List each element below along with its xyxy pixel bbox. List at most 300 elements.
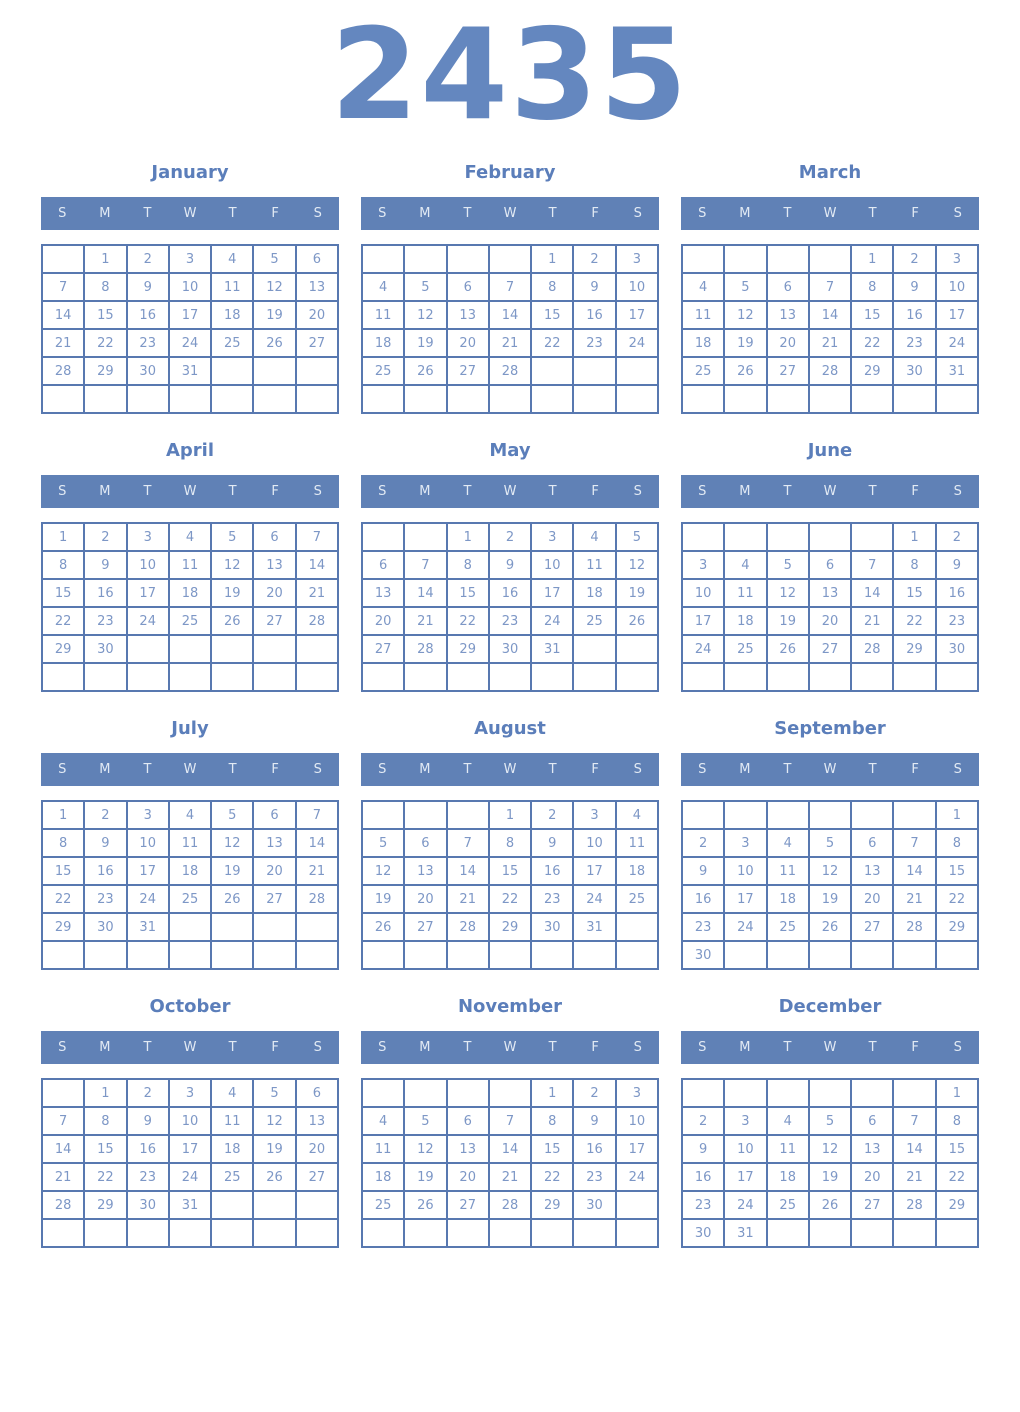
day-cell: 19 bbox=[810, 1164, 850, 1190]
day-cell: 5 bbox=[254, 1080, 294, 1106]
day-cell: 7 bbox=[448, 830, 488, 856]
day-cell: 24 bbox=[937, 330, 977, 356]
day-cell: 30 bbox=[937, 636, 977, 662]
day-cell: 4 bbox=[725, 552, 765, 578]
day-cell: 17 bbox=[170, 302, 210, 328]
day-cell: 25 bbox=[363, 358, 403, 384]
day-cell bbox=[810, 802, 850, 828]
day-cell: 25 bbox=[617, 886, 657, 912]
day-cell: 20 bbox=[297, 1136, 337, 1162]
day-cell: 11 bbox=[683, 302, 723, 328]
day-cell: 7 bbox=[490, 1108, 530, 1134]
day-cell: 16 bbox=[85, 580, 125, 606]
weekday-label: M bbox=[419, 762, 431, 777]
day-cell: 12 bbox=[617, 552, 657, 578]
day-cell: 20 bbox=[810, 608, 850, 634]
day-cell bbox=[725, 524, 765, 550]
day-cell bbox=[852, 664, 892, 690]
day-cell: 13 bbox=[768, 302, 808, 328]
day-cell: 7 bbox=[894, 1108, 934, 1134]
day-cell bbox=[768, 664, 808, 690]
day-cell: 7 bbox=[43, 1108, 83, 1134]
day-cell: 3 bbox=[617, 246, 657, 272]
weekday-label: S bbox=[58, 484, 67, 499]
day-cell: 20 bbox=[254, 580, 294, 606]
weekday-label: S bbox=[698, 1040, 707, 1055]
day-cell bbox=[574, 942, 614, 968]
day-cell bbox=[617, 664, 657, 690]
day-cell bbox=[128, 386, 168, 412]
weekday-label: W bbox=[183, 206, 197, 221]
day-cell: 26 bbox=[725, 358, 765, 384]
day-cell: 29 bbox=[937, 1192, 977, 1218]
weekday-label: T bbox=[463, 1040, 472, 1055]
day-cell: 17 bbox=[937, 302, 977, 328]
day-cell bbox=[617, 1220, 657, 1246]
day-cell bbox=[363, 664, 403, 690]
day-cell: 31 bbox=[170, 1192, 210, 1218]
day-cell: 22 bbox=[937, 886, 977, 912]
day-cell: 1 bbox=[43, 802, 83, 828]
day-cell: 8 bbox=[448, 552, 488, 578]
weekday-label: S bbox=[698, 484, 707, 499]
day-cell bbox=[128, 636, 168, 662]
day-cell: 31 bbox=[574, 914, 614, 940]
day-cell: 19 bbox=[810, 886, 850, 912]
weekday-label: F bbox=[911, 1040, 919, 1055]
day-cell bbox=[128, 664, 168, 690]
month-title: January bbox=[151, 162, 229, 183]
day-cell: 26 bbox=[768, 636, 808, 662]
day-cell bbox=[852, 942, 892, 968]
day-cell: 1 bbox=[937, 802, 977, 828]
day-cell: 23 bbox=[574, 330, 614, 356]
day-cell bbox=[448, 942, 488, 968]
day-cell bbox=[297, 1192, 337, 1218]
day-cell: 11 bbox=[170, 552, 210, 578]
weekday-label: T bbox=[868, 1040, 877, 1055]
weekday-label: S bbox=[313, 1040, 322, 1055]
day-cell: 8 bbox=[85, 1108, 125, 1134]
day-cell: 28 bbox=[852, 636, 892, 662]
day-cell: 24 bbox=[617, 330, 657, 356]
day-cell: 11 bbox=[617, 830, 657, 856]
month-title: April bbox=[165, 440, 215, 461]
day-cell: 8 bbox=[490, 830, 530, 856]
day-cell: 8 bbox=[43, 552, 83, 578]
day-cell: 22 bbox=[490, 886, 530, 912]
day-cell: 25 bbox=[683, 358, 723, 384]
day-cell: 10 bbox=[683, 580, 723, 606]
weekday-label: F bbox=[271, 206, 279, 221]
weekday-label: T bbox=[463, 484, 472, 499]
day-cell: 17 bbox=[683, 608, 723, 634]
day-cell: 27 bbox=[852, 914, 892, 940]
day-cell: 14 bbox=[894, 1136, 934, 1162]
weekday-label: W bbox=[183, 1040, 197, 1055]
day-cell: 5 bbox=[363, 830, 403, 856]
day-cell: 14 bbox=[894, 858, 934, 884]
day-cell bbox=[254, 386, 294, 412]
day-cell: 10 bbox=[725, 858, 765, 884]
day-cell: 24 bbox=[574, 886, 614, 912]
day-cell bbox=[448, 802, 488, 828]
day-cell bbox=[254, 1192, 294, 1218]
day-cell: 22 bbox=[532, 330, 572, 356]
day-cell: 16 bbox=[683, 886, 723, 912]
day-cell: 22 bbox=[852, 330, 892, 356]
day-cell: 29 bbox=[532, 1192, 572, 1218]
day-cell: 30 bbox=[128, 358, 168, 384]
weekday-label: T bbox=[143, 484, 152, 499]
day-cell: 19 bbox=[768, 608, 808, 634]
day-cell: 23 bbox=[683, 1192, 723, 1218]
day-cell: 19 bbox=[617, 580, 657, 606]
day-cell bbox=[297, 636, 337, 662]
day-cell: 10 bbox=[725, 1136, 765, 1162]
day-cell: 9 bbox=[128, 1108, 168, 1134]
day-cell bbox=[725, 664, 765, 690]
day-cell: 27 bbox=[254, 886, 294, 912]
day-cell: 3 bbox=[574, 802, 614, 828]
day-cell: 29 bbox=[43, 914, 83, 940]
day-cell: 25 bbox=[212, 330, 252, 356]
weekday-label: S bbox=[953, 762, 962, 777]
day-cell: 28 bbox=[297, 886, 337, 912]
day-cell: 31 bbox=[128, 914, 168, 940]
day-cell: 22 bbox=[894, 608, 934, 634]
day-cell bbox=[212, 1192, 252, 1218]
day-cell: 25 bbox=[768, 914, 808, 940]
weekday-header bbox=[361, 197, 659, 230]
day-cell: 2 bbox=[85, 802, 125, 828]
day-cell: 19 bbox=[405, 1164, 445, 1190]
day-cell: 16 bbox=[937, 580, 977, 606]
day-cell: 1 bbox=[532, 246, 572, 272]
day-cell bbox=[683, 664, 723, 690]
day-cell: 17 bbox=[725, 886, 765, 912]
day-cell: 23 bbox=[490, 608, 530, 634]
weekday-label: M bbox=[99, 206, 111, 221]
day-cell bbox=[617, 914, 657, 940]
day-cell: 27 bbox=[254, 608, 294, 634]
day-cell bbox=[617, 386, 657, 412]
weekday-label: F bbox=[911, 762, 919, 777]
day-cell: 16 bbox=[490, 580, 530, 606]
day-cell bbox=[254, 942, 294, 968]
day-cell: 5 bbox=[212, 802, 252, 828]
day-cell bbox=[617, 636, 657, 662]
day-cell: 9 bbox=[128, 274, 168, 300]
day-cell bbox=[574, 636, 614, 662]
day-cell: 13 bbox=[254, 552, 294, 578]
day-cell bbox=[363, 942, 403, 968]
day-cell: 5 bbox=[768, 552, 808, 578]
day-cell bbox=[448, 246, 488, 272]
day-cell: 18 bbox=[212, 302, 252, 328]
month-title: September bbox=[774, 718, 886, 739]
day-cell: 1 bbox=[532, 1080, 572, 1106]
day-cell bbox=[405, 1080, 445, 1106]
day-cell: 2 bbox=[937, 524, 977, 550]
day-cell: 27 bbox=[297, 330, 337, 356]
day-cell: 8 bbox=[85, 274, 125, 300]
weekday-label: F bbox=[591, 1040, 599, 1055]
day-cell bbox=[448, 664, 488, 690]
day-cell bbox=[490, 942, 530, 968]
day-cell: 19 bbox=[254, 302, 294, 328]
weekday-label: S bbox=[953, 484, 962, 499]
day-cell: 15 bbox=[532, 1136, 572, 1162]
day-cell: 31 bbox=[170, 358, 210, 384]
day-cell: 21 bbox=[852, 608, 892, 634]
day-cell: 4 bbox=[363, 274, 403, 300]
weekday-label: S bbox=[378, 206, 387, 221]
day-cell: 30 bbox=[85, 914, 125, 940]
day-cell: 28 bbox=[894, 914, 934, 940]
day-cell: 28 bbox=[297, 608, 337, 634]
day-cell bbox=[128, 1220, 168, 1246]
month-title: May bbox=[489, 440, 531, 461]
day-cell bbox=[683, 802, 723, 828]
day-cell: 18 bbox=[683, 330, 723, 356]
day-cell: 17 bbox=[170, 1136, 210, 1162]
day-cell: 5 bbox=[254, 246, 294, 272]
weekday-label: S bbox=[378, 1040, 387, 1055]
day-cell bbox=[725, 802, 765, 828]
month-title: March bbox=[798, 162, 862, 183]
day-cell: 19 bbox=[212, 580, 252, 606]
day-cell: 14 bbox=[490, 302, 530, 328]
day-cell: 22 bbox=[532, 1164, 572, 1190]
day-grid bbox=[681, 800, 979, 970]
weekday-label: S bbox=[698, 206, 707, 221]
weekday-label: W bbox=[823, 484, 837, 499]
weekday-label: T bbox=[783, 484, 792, 499]
day-cell bbox=[405, 246, 445, 272]
day-cell bbox=[43, 1220, 83, 1246]
day-cell: 3 bbox=[725, 1108, 765, 1134]
day-cell bbox=[448, 1080, 488, 1106]
day-cell: 30 bbox=[128, 1192, 168, 1218]
day-cell: 2 bbox=[683, 830, 723, 856]
day-cell bbox=[363, 1220, 403, 1246]
day-cell: 16 bbox=[128, 302, 168, 328]
weekday-label: S bbox=[58, 1040, 67, 1055]
weekday-label: W bbox=[183, 484, 197, 499]
day-cell bbox=[894, 1220, 934, 1246]
day-grid bbox=[361, 244, 659, 414]
day-cell bbox=[170, 636, 210, 662]
day-cell: 3 bbox=[170, 1080, 210, 1106]
day-cell: 21 bbox=[810, 330, 850, 356]
day-cell: 7 bbox=[297, 524, 337, 550]
month-title: July bbox=[171, 718, 209, 739]
day-cell bbox=[490, 1220, 530, 1246]
day-cell: 7 bbox=[405, 552, 445, 578]
day-cell: 12 bbox=[212, 830, 252, 856]
day-cell: 2 bbox=[85, 524, 125, 550]
day-cell: 26 bbox=[212, 608, 252, 634]
day-cell bbox=[532, 358, 572, 384]
day-cell bbox=[170, 942, 210, 968]
day-cell: 20 bbox=[768, 330, 808, 356]
day-cell bbox=[768, 942, 808, 968]
day-cell bbox=[768, 246, 808, 272]
day-cell: 22 bbox=[85, 330, 125, 356]
day-cell: 28 bbox=[894, 1192, 934, 1218]
day-cell bbox=[170, 386, 210, 412]
day-cell: 25 bbox=[725, 636, 765, 662]
weekday-label: T bbox=[463, 762, 472, 777]
day-cell: 4 bbox=[170, 802, 210, 828]
day-cell: 6 bbox=[768, 274, 808, 300]
day-cell: 5 bbox=[725, 274, 765, 300]
weekday-label: T bbox=[548, 762, 557, 777]
day-cell: 29 bbox=[448, 636, 488, 662]
weekday-label: F bbox=[271, 484, 279, 499]
day-cell: 14 bbox=[297, 830, 337, 856]
day-cell: 1 bbox=[852, 246, 892, 272]
day-cell: 2 bbox=[574, 246, 614, 272]
day-cell bbox=[532, 1220, 572, 1246]
day-cell bbox=[254, 636, 294, 662]
day-cell: 1 bbox=[85, 1080, 125, 1106]
day-cell: 16 bbox=[128, 1136, 168, 1162]
day-cell: 20 bbox=[297, 302, 337, 328]
day-cell bbox=[768, 524, 808, 550]
day-cell: 14 bbox=[852, 580, 892, 606]
day-cell: 10 bbox=[170, 274, 210, 300]
weekday-header bbox=[681, 753, 979, 786]
day-cell: 29 bbox=[894, 636, 934, 662]
day-cell bbox=[170, 664, 210, 690]
day-cell: 12 bbox=[254, 1108, 294, 1134]
day-cell: 31 bbox=[725, 1220, 765, 1246]
weekday-header bbox=[681, 475, 979, 508]
day-cell: 24 bbox=[170, 1164, 210, 1190]
day-cell: 20 bbox=[852, 1164, 892, 1190]
day-cell: 17 bbox=[128, 580, 168, 606]
month-title: June bbox=[807, 440, 853, 461]
weekday-header bbox=[361, 753, 659, 786]
day-cell bbox=[617, 942, 657, 968]
day-cell: 24 bbox=[170, 330, 210, 356]
day-cell: 18 bbox=[725, 608, 765, 634]
weekday-label: W bbox=[503, 762, 517, 777]
weekday-header bbox=[681, 197, 979, 230]
day-cell bbox=[852, 524, 892, 550]
day-cell: 21 bbox=[405, 608, 445, 634]
day-cell: 18 bbox=[212, 1136, 252, 1162]
day-cell: 26 bbox=[363, 914, 403, 940]
day-cell: 26 bbox=[254, 1164, 294, 1190]
day-cell: 26 bbox=[810, 914, 850, 940]
day-cell bbox=[297, 942, 337, 968]
day-cell: 4 bbox=[170, 524, 210, 550]
day-cell: 8 bbox=[852, 274, 892, 300]
day-cell: 10 bbox=[128, 830, 168, 856]
day-cell: 30 bbox=[85, 636, 125, 662]
day-cell: 8 bbox=[532, 274, 572, 300]
weekday-label: S bbox=[58, 206, 67, 221]
day-grid bbox=[41, 244, 339, 414]
day-cell: 2 bbox=[574, 1080, 614, 1106]
day-cell: 20 bbox=[363, 608, 403, 634]
day-cell: 27 bbox=[405, 914, 445, 940]
month-block bbox=[41, 440, 339, 692]
day-grid bbox=[361, 1078, 659, 1248]
weekday-label: M bbox=[99, 1040, 111, 1055]
weekday-label: F bbox=[911, 206, 919, 221]
day-cell: 24 bbox=[532, 608, 572, 634]
day-cell: 10 bbox=[617, 1108, 657, 1134]
day-cell bbox=[725, 246, 765, 272]
day-grid bbox=[361, 800, 659, 970]
day-cell: 6 bbox=[810, 552, 850, 578]
day-cell bbox=[212, 358, 252, 384]
weekday-label: S bbox=[378, 484, 387, 499]
weekday-label: F bbox=[911, 484, 919, 499]
day-cell: 17 bbox=[617, 302, 657, 328]
day-cell bbox=[810, 524, 850, 550]
day-cell: 23 bbox=[85, 886, 125, 912]
day-cell bbox=[363, 802, 403, 828]
weekday-label: M bbox=[419, 1040, 431, 1055]
day-cell bbox=[532, 664, 572, 690]
weekday-header bbox=[41, 475, 339, 508]
weekday-label: W bbox=[823, 762, 837, 777]
day-cell bbox=[810, 246, 850, 272]
weekday-label: S bbox=[313, 206, 322, 221]
weekday-label: F bbox=[271, 762, 279, 777]
day-cell: 7 bbox=[894, 830, 934, 856]
day-cell: 15 bbox=[85, 1136, 125, 1162]
day-cell: 28 bbox=[810, 358, 850, 384]
day-cell: 25 bbox=[363, 1192, 403, 1218]
day-cell: 25 bbox=[212, 1164, 252, 1190]
day-cell: 7 bbox=[490, 274, 530, 300]
day-cell: 27 bbox=[297, 1164, 337, 1190]
day-cell bbox=[297, 664, 337, 690]
day-cell: 22 bbox=[43, 886, 83, 912]
day-cell: 15 bbox=[448, 580, 488, 606]
day-cell bbox=[405, 386, 445, 412]
day-cell bbox=[363, 524, 403, 550]
day-cell: 15 bbox=[532, 302, 572, 328]
day-cell: 5 bbox=[810, 1108, 850, 1134]
day-grid bbox=[361, 522, 659, 692]
day-cell: 23 bbox=[85, 608, 125, 634]
day-cell: 4 bbox=[617, 802, 657, 828]
day-cell: 12 bbox=[212, 552, 252, 578]
day-cell: 4 bbox=[683, 274, 723, 300]
day-cell: 22 bbox=[937, 1164, 977, 1190]
year-title: 2435 bbox=[330, 1, 690, 148]
day-cell bbox=[128, 942, 168, 968]
day-cell: 26 bbox=[254, 330, 294, 356]
day-cell: 14 bbox=[810, 302, 850, 328]
day-cell: 25 bbox=[768, 1192, 808, 1218]
day-cell: 1 bbox=[85, 246, 125, 272]
day-cell bbox=[43, 942, 83, 968]
day-cell: 12 bbox=[405, 1136, 445, 1162]
day-cell bbox=[894, 802, 934, 828]
month-block bbox=[681, 718, 979, 970]
day-cell: 20 bbox=[852, 886, 892, 912]
day-cell bbox=[490, 664, 530, 690]
day-cell: 22 bbox=[448, 608, 488, 634]
